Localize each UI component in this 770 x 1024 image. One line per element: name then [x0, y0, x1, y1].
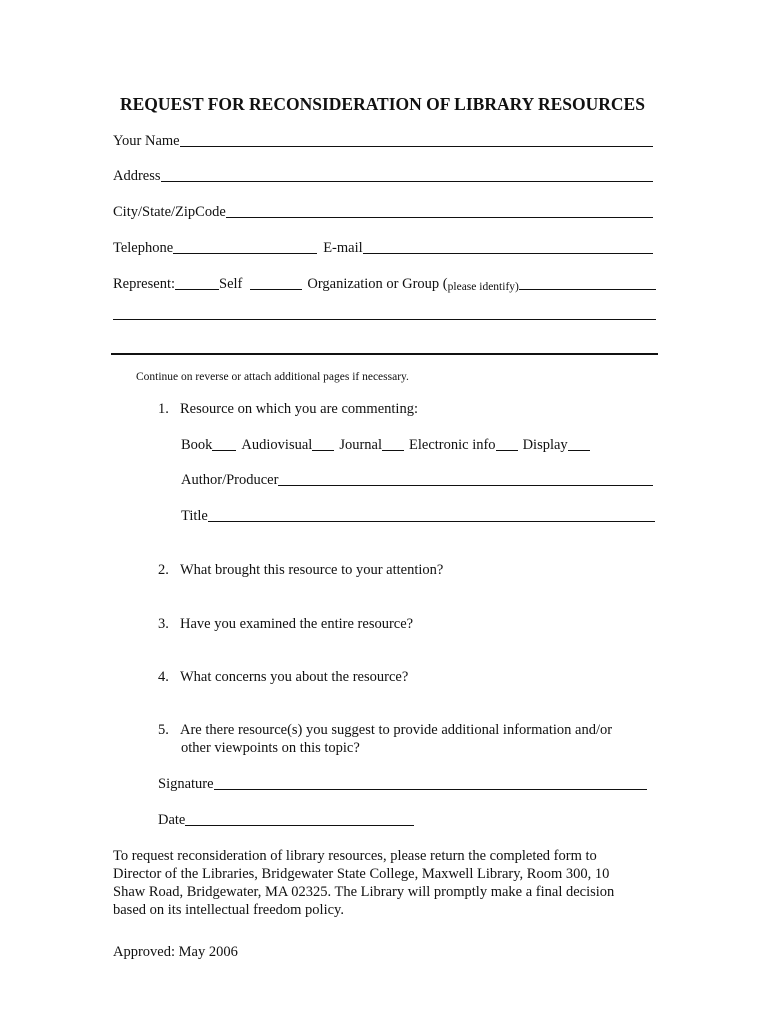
address-label: Address: [113, 168, 161, 184]
display-blank[interactable]: [568, 449, 590, 451]
organization-continued-line[interactable]: [113, 318, 656, 320]
book-label: Book: [181, 437, 213, 453]
book-blank[interactable]: [212, 449, 236, 451]
date-field[interactable]: [158, 812, 414, 829]
signature-label: Signature: [158, 776, 214, 792]
question-3-number: 3.: [158, 616, 169, 632]
question-5-text-continued: other viewpoints on this topic?: [181, 740, 360, 756]
self-label: Self: [219, 276, 243, 292]
question-4-text: What concerns you about the resource?: [180, 669, 409, 685]
journal-blank[interactable]: [382, 449, 404, 451]
organization-field[interactable]: [519, 288, 656, 290]
question-5-number: 5.: [158, 722, 169, 738]
question-4: [158, 669, 408, 686]
name-field[interactable]: [113, 133, 653, 150]
telephone-email-row: [113, 240, 653, 257]
organization-checkbox-blank[interactable]: [250, 288, 302, 290]
telephone-label: Telephone: [113, 240, 174, 256]
author-producer-field[interactable]: [181, 472, 653, 489]
question-3: [158, 616, 413, 633]
city-state-zip-field[interactable]: [113, 204, 653, 221]
resource-title-label: Title: [181, 508, 208, 524]
resource-title-field[interactable]: [181, 508, 655, 525]
instructions-line-3: Shaw Road, Bridgewater, MA 02325. The Library will promptly make a final decision: [113, 884, 615, 900]
display-label: Display: [522, 437, 568, 453]
question-5: [158, 722, 612, 739]
please-identify-label: please identify): [447, 281, 519, 293]
question-2-number: 2.: [158, 562, 169, 578]
question-1-number: 1.: [158, 401, 169, 417]
question-4-number: 4.: [158, 669, 169, 685]
name-label: Your Name: [113, 133, 180, 149]
instructions-line-1: To request reconsideration of library resources, please return the completed form to: [113, 848, 597, 864]
author-producer-label: Author/Producer: [181, 472, 279, 488]
city-state-zip-label: City/State/ZipCode: [113, 204, 226, 220]
electronic-info-blank[interactable]: [496, 449, 518, 451]
instructions-line-2: Director of the Libraries, Bridgewater State College, Maxwell Library, Room 300, 10: [113, 866, 610, 882]
question-1: [158, 401, 418, 418]
signature-field[interactable]: [158, 776, 647, 793]
email-label: E-mail: [323, 240, 363, 256]
email-field[interactable]: [363, 252, 653, 254]
address-field[interactable]: [113, 168, 653, 185]
page-title: REQUEST FOR RECONSIDERATION OF LIBRARY RESOURCES: [120, 94, 645, 114]
journal-label: Journal: [339, 437, 382, 453]
audiovisual-blank[interactable]: [312, 449, 334, 451]
question-3-text: Have you examined the entire resource?: [180, 616, 414, 632]
date-label: Date: [158, 812, 186, 828]
approved-date: Approved: May 2006: [113, 944, 238, 960]
question-1-text: Resource on which you are commenting:: [180, 401, 418, 417]
audiovisual-label: Audiovisual: [241, 437, 313, 453]
represent-row: [113, 276, 656, 293]
question-2: [158, 562, 443, 579]
self-checkbox-blank[interactable]: [175, 288, 219, 290]
represent-label: Represent:: [113, 276, 176, 292]
question-2-text: What brought this resource to your attention?: [180, 562, 444, 578]
section-divider: [111, 353, 658, 355]
instructions-line-4: based on its intellectual freedom policy.: [113, 902, 344, 918]
question-5-text: Are there resource(s) you suggest to provide additional information and/or: [180, 722, 613, 738]
electronic-info-label: Electronic info: [409, 437, 496, 453]
organization-label: Organization or Group (: [307, 276, 448, 292]
continue-note: Continue on reverse or attach additional pages if necessary.: [136, 371, 409, 383]
resource-type-row: [181, 437, 590, 454]
telephone-field[interactable]: [173, 252, 317, 254]
